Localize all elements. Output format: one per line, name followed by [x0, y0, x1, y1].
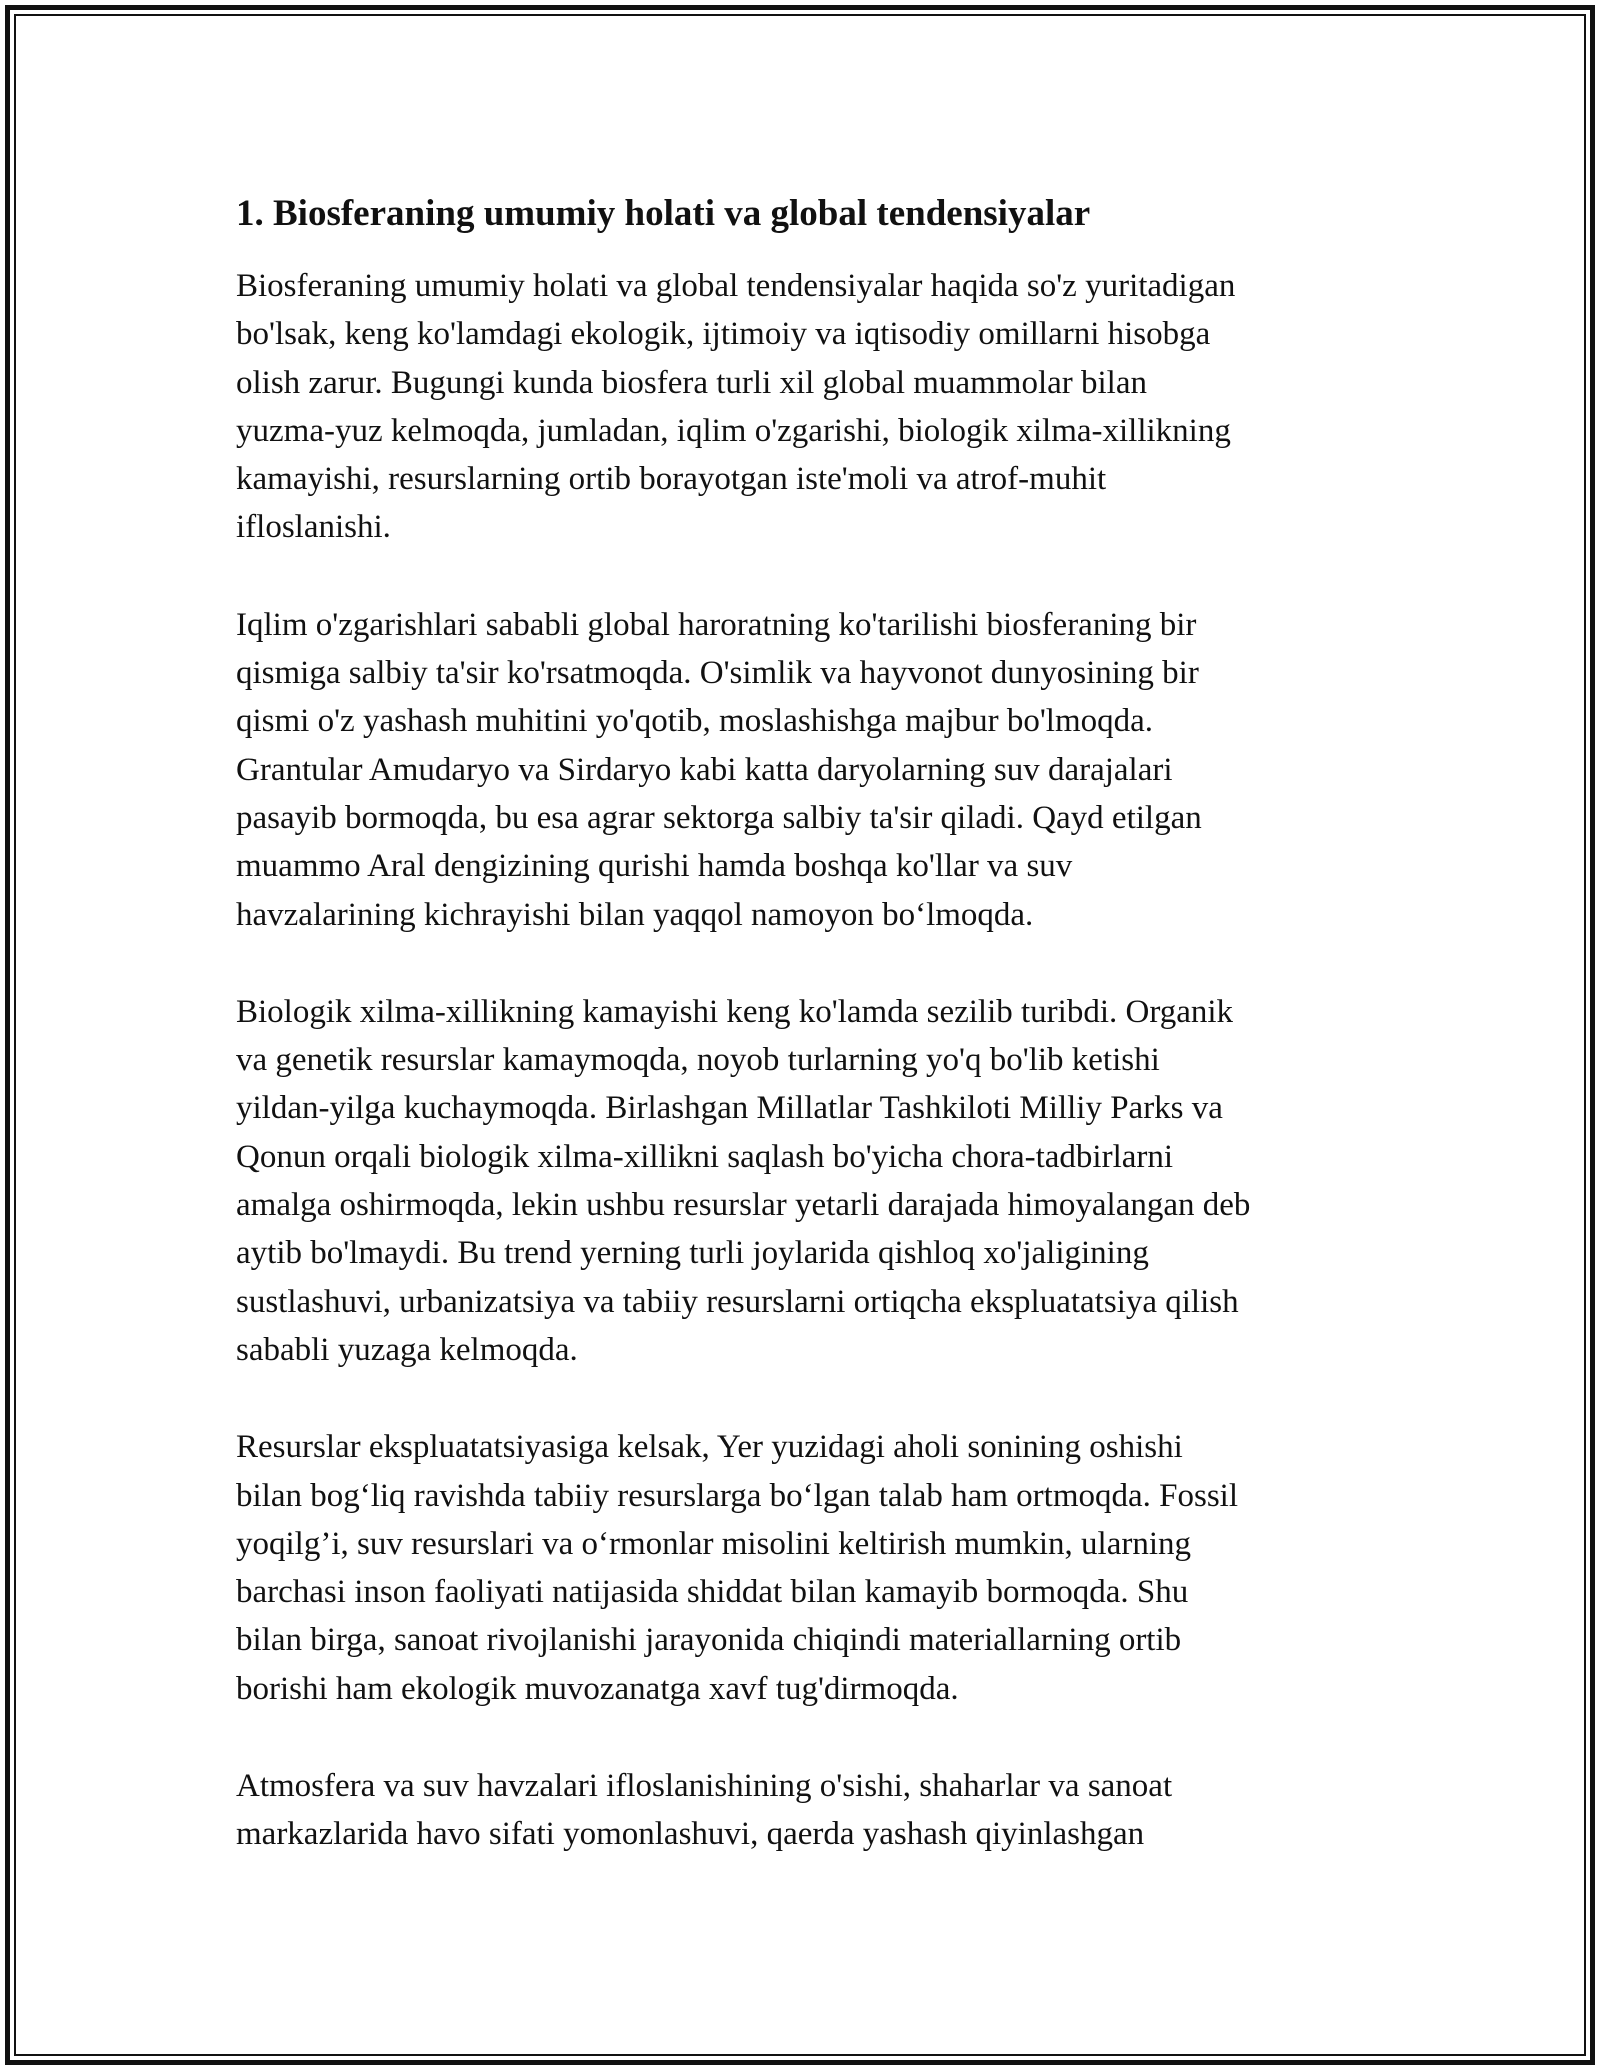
text-line: qismiga salbiy ta'sir ko'rsatmoqda. O'simlik va hayvonot dunyosining bir — [236, 655, 1199, 692]
text-line: ifloslanishi. — [236, 509, 391, 546]
text-line: qismi o'z yashash muhitini yo'qotib, moslashishga majbur bo'lmoqda. — [236, 703, 1154, 740]
text-line: Biologik xilma-xillikning kamayishi keng ko'lamda sezilib turibdi. Organik — [236, 993, 1234, 1030]
text-line: Grantular Amudaryo va Sirdaryo kabi katta daryolarning suv darajalari — [236, 751, 1173, 788]
text-line: yoqilg’i, suv resurslari va o‘rmonlar misolini keltirish mumkin, ularning — [236, 1525, 1192, 1562]
text-line: bo'lsak, keng ko'lamdagi ekologik, ijtimoiy va iqtisodiy omillarni hisobga — [236, 316, 1211, 353]
text-line: yildan-yilga kuchaymoqda. Birlashgan Millatlar Tashkiloti Milliy Parks va — [236, 1090, 1223, 1127]
text-line: sustlashuvi, urbanizatsiya va tabiiy resurslarni ortiqcha ekspluatatsiya qilish — [236, 1283, 1239, 1320]
text-line: olish zarur. Bugungi kunda biosfera turli xil global muammolar bilan — [236, 364, 1147, 401]
text-line: borishi ham ekologik muvozanatga xavf tug'dirmoqda. — [236, 1670, 959, 1707]
text-line: bilan birga, sanoat rivojlanishi jarayonida chiqindi materiallarning ortib — [236, 1622, 1182, 1659]
text-line: muammo Aral dengizining qurishi hamda boshqa ko'llar va suv — [236, 848, 1073, 885]
paragraph-4 — [236, 1423, 1376, 1713]
paragraph-5 — [236, 1762, 1376, 1859]
text-line: va genetik resurslar kamaymoqda, noyob turlarning yo'q bo'lib ketishi — [236, 1042, 1160, 1079]
document-body — [236, 188, 1376, 1908]
text-line: havzalarining kichrayishi bilan yaqqol namoyon bo‘lmoqda. — [236, 896, 1034, 933]
text-line: aytib bo'lmaydi. Bu trend yerning turli joylarida qishloq xo'jaligining — [236, 1235, 1149, 1272]
text-line: sababli yuzaga kelmoqda. — [236, 1331, 578, 1368]
text-line: amalga oshirmoqda, lekin ushbu resurslar yetarli darajada himoyalangan deb — [236, 1187, 1251, 1224]
text-line: yuzma-yuz kelmoqda, jumladan, iqlim o'zgarishi, biologik xilma-xillikning — [236, 412, 1231, 449]
paragraph-1 — [236, 262, 1376, 552]
text-line: Atmosfera va suv havzalari ifloslanishining o'sishi, shaharlar va sanoat — [236, 1768, 1173, 1805]
text-line: bilan bog‘liq ravishda tabiiy resurslarga bo‘lgan talab ham ortmoqda. Fossil — [236, 1477, 1239, 1514]
text-line: Iqlim o'zgarishlari sababli global haroratning ko'tarilishi biosferaning bir — [236, 606, 1197, 643]
paragraph-2 — [236, 601, 1376, 939]
text-line: barchasi inson faoliyati natijasida shiddat bilan kamayib bormoqda. Shu — [236, 1574, 1189, 1611]
text-line: kamayishi, resurslarning ortib borayotgan iste'moli va atrof-muhit — [236, 461, 1107, 498]
text-line: markazlarida havo sifati yomonlashuvi, qaerda yashash qiyinlashgan — [236, 1816, 1145, 1853]
section-heading: 1. Biosferaning umumiy holati va global tendensiyalar — [236, 193, 1091, 234]
text-line: Qonun orqali biologik xilma-xillikni saqlash bo'yicha chora-tadbirlarni — [236, 1138, 1174, 1175]
text-line: Resurslar ekspluatatsiyasiga kelsak, Yer yuzidagi aholi sonining oshishi — [236, 1429, 1183, 1466]
paragraph-3 — [236, 988, 1376, 1374]
text-line: pasayib bormoqda, bu esa agrar sektorga salbiy ta'sir qiladi. Qayd etilgan — [236, 799, 1202, 836]
text-line: Biosferaning umumiy holati va global tendensiyalar haqida so'z yuritadigan — [236, 268, 1236, 304]
